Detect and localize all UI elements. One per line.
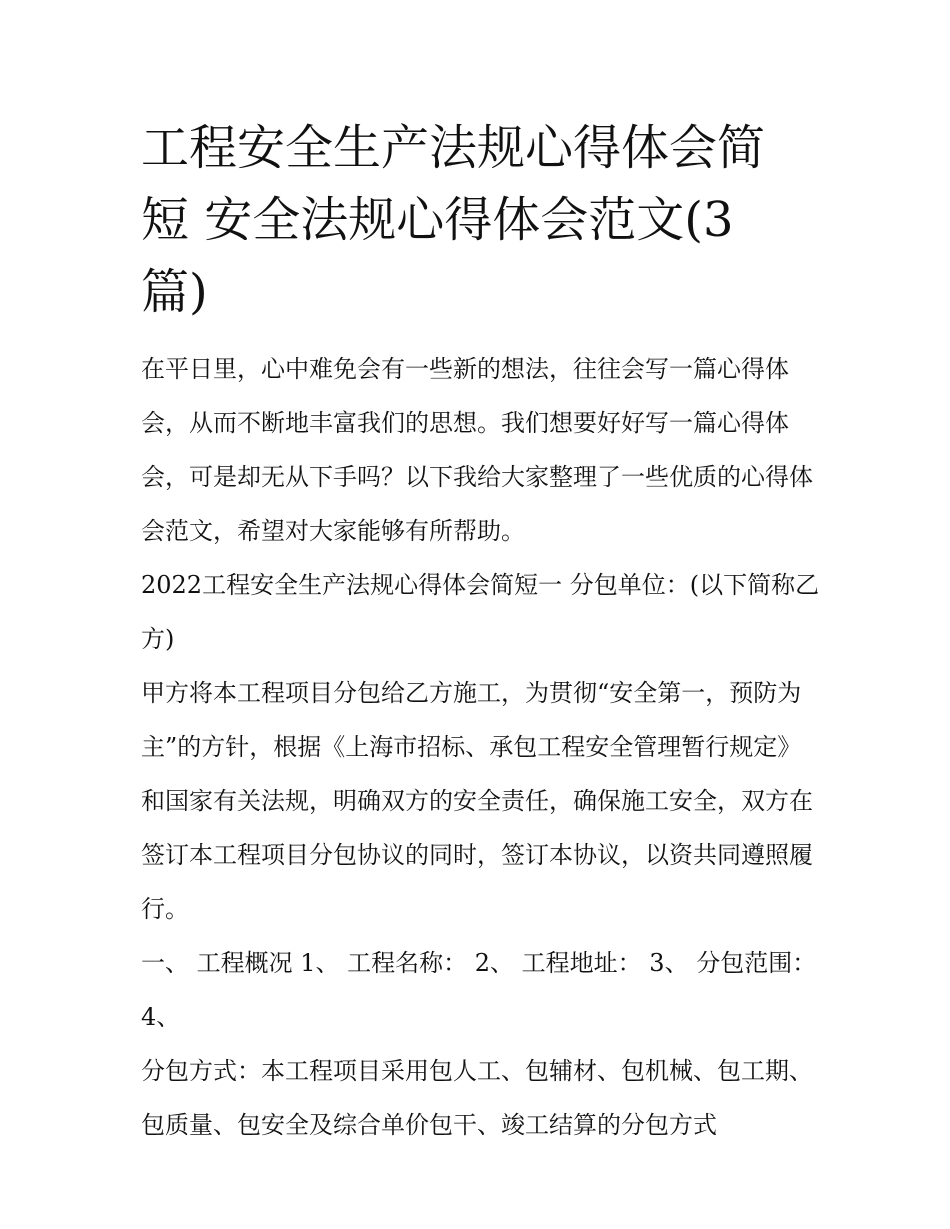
title-line-1: 工程安全生产法规心得体会简: [141, 120, 766, 176]
title-line-3: 篇): [141, 264, 208, 320]
title-line-2: 短 安全法规心得体会范文(3: [141, 192, 734, 248]
subcontract-method-paragraph: 分包方式：本工程项目采用包人工、包辅材、包机械、包工期、包质量、包安全及综合单价包干、竣工结算的分包方式: [141, 1057, 813, 1139]
agreement-paragraph: 甲方将本工程项目分包给乙方施工，为贯彻“安全第一，预防为主”的方针，根据《上海市招标、承包工程安全管理暂行规定》和国家有关法规，明确双方的安全责任，确保施工安全，双方在签订本工程项目分包协议的同时，签订本协议，以资共同遵照履行。: [141, 679, 813, 923]
document-title: [141, 112, 821, 328]
document-content: [141, 112, 821, 1152]
section-heading-paragraph: 2022工程安全生产法规心得体会简短一 分包单位：(以下简称乙方): [141, 571, 820, 653]
intro-paragraph: 在平日里，心中难免会有一些新的想法，往往会写一篇心得体会，从而不断地丰富我们的思想。我们想要好好写一篇心得体会，可是却无从下手吗？以下我给大家整理了一些优质的心得体会范文，希望对大家能够有所帮助。: [141, 355, 813, 545]
project-overview-paragraph: 一、 工程概况 1、 工程名称： 2、 工程地址： 3、 分包范围： 4、: [141, 949, 817, 1031]
